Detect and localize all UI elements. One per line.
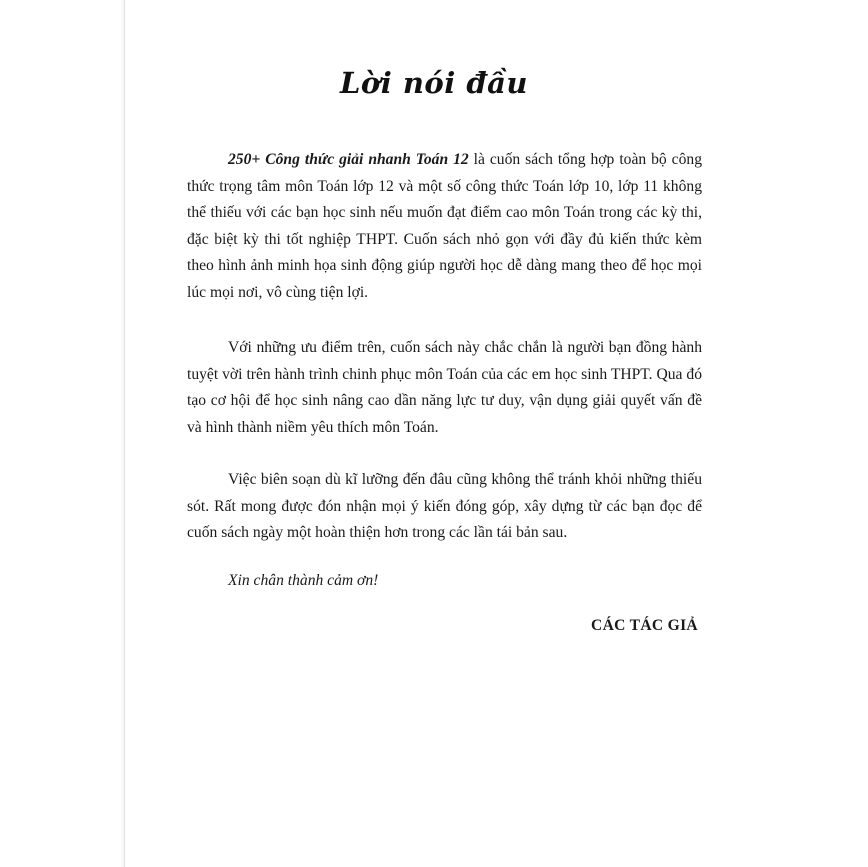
- page-edge: [124, 0, 125, 867]
- paragraph-advantages-text: Với những ưu điểm trên, cuốn sách này chắc chắn là người bạn đồng hành tuyệt vời trên hành trình chinh phục môn Toán của các em học sinh THPT. Qua đó tạo cơ hội để học sinh nâng cao dần năng lực tư duy, vận dụng giải quyết vấn đề và hình thành niềm yêu thích môn Toán.: [187, 339, 702, 436]
- paragraph-advantages: [187, 335, 702, 441]
- paragraph-intro: [187, 147, 702, 306]
- paragraph-feedback-text: Việc biên soạn dù kĩ lưỡng đến đâu cũng không thể tránh khỏi những thiếu sót. Rất mong được đón nhận mọi ý kiến đóng góp, xây dựng từ các bạn đọc để cuốn sách ngày một hoàn thiện hơn trong các lần tái bản sau.: [187, 471, 702, 541]
- author-signature: CÁC TÁC GIẢ: [591, 617, 698, 634]
- paragraph-intro-rest: là cuốn sách tổng hợp toàn bộ công thức trọng tâm môn Toán lớp 12 và một số công thức Toán lớp 10, lớp 11 không thể thiếu với các bạn học sinh nếu muốn đạt điểm cao môn Toán trong các kỳ thi, đặc biệt kỳ thi tốt nghiệp THPT. Cuốn sách nhỏ gọn với đầy đủ kiến thức kèm theo hình ảnh minh họa sinh động giúp người học dễ dàng mang theo để học mọi lúc mọi nơi, vô cùng tiện lợi.: [187, 151, 702, 301]
- paragraph-feedback: [187, 467, 702, 547]
- paragraph-intro-text: [187, 147, 702, 306]
- page-title: Lời nói đầu: [339, 66, 529, 100]
- book-title: 250+ Công thức giải nhanh Toán 12: [228, 151, 469, 168]
- closing-thanks: Xin chân thành cảm ơn!: [228, 572, 379, 589]
